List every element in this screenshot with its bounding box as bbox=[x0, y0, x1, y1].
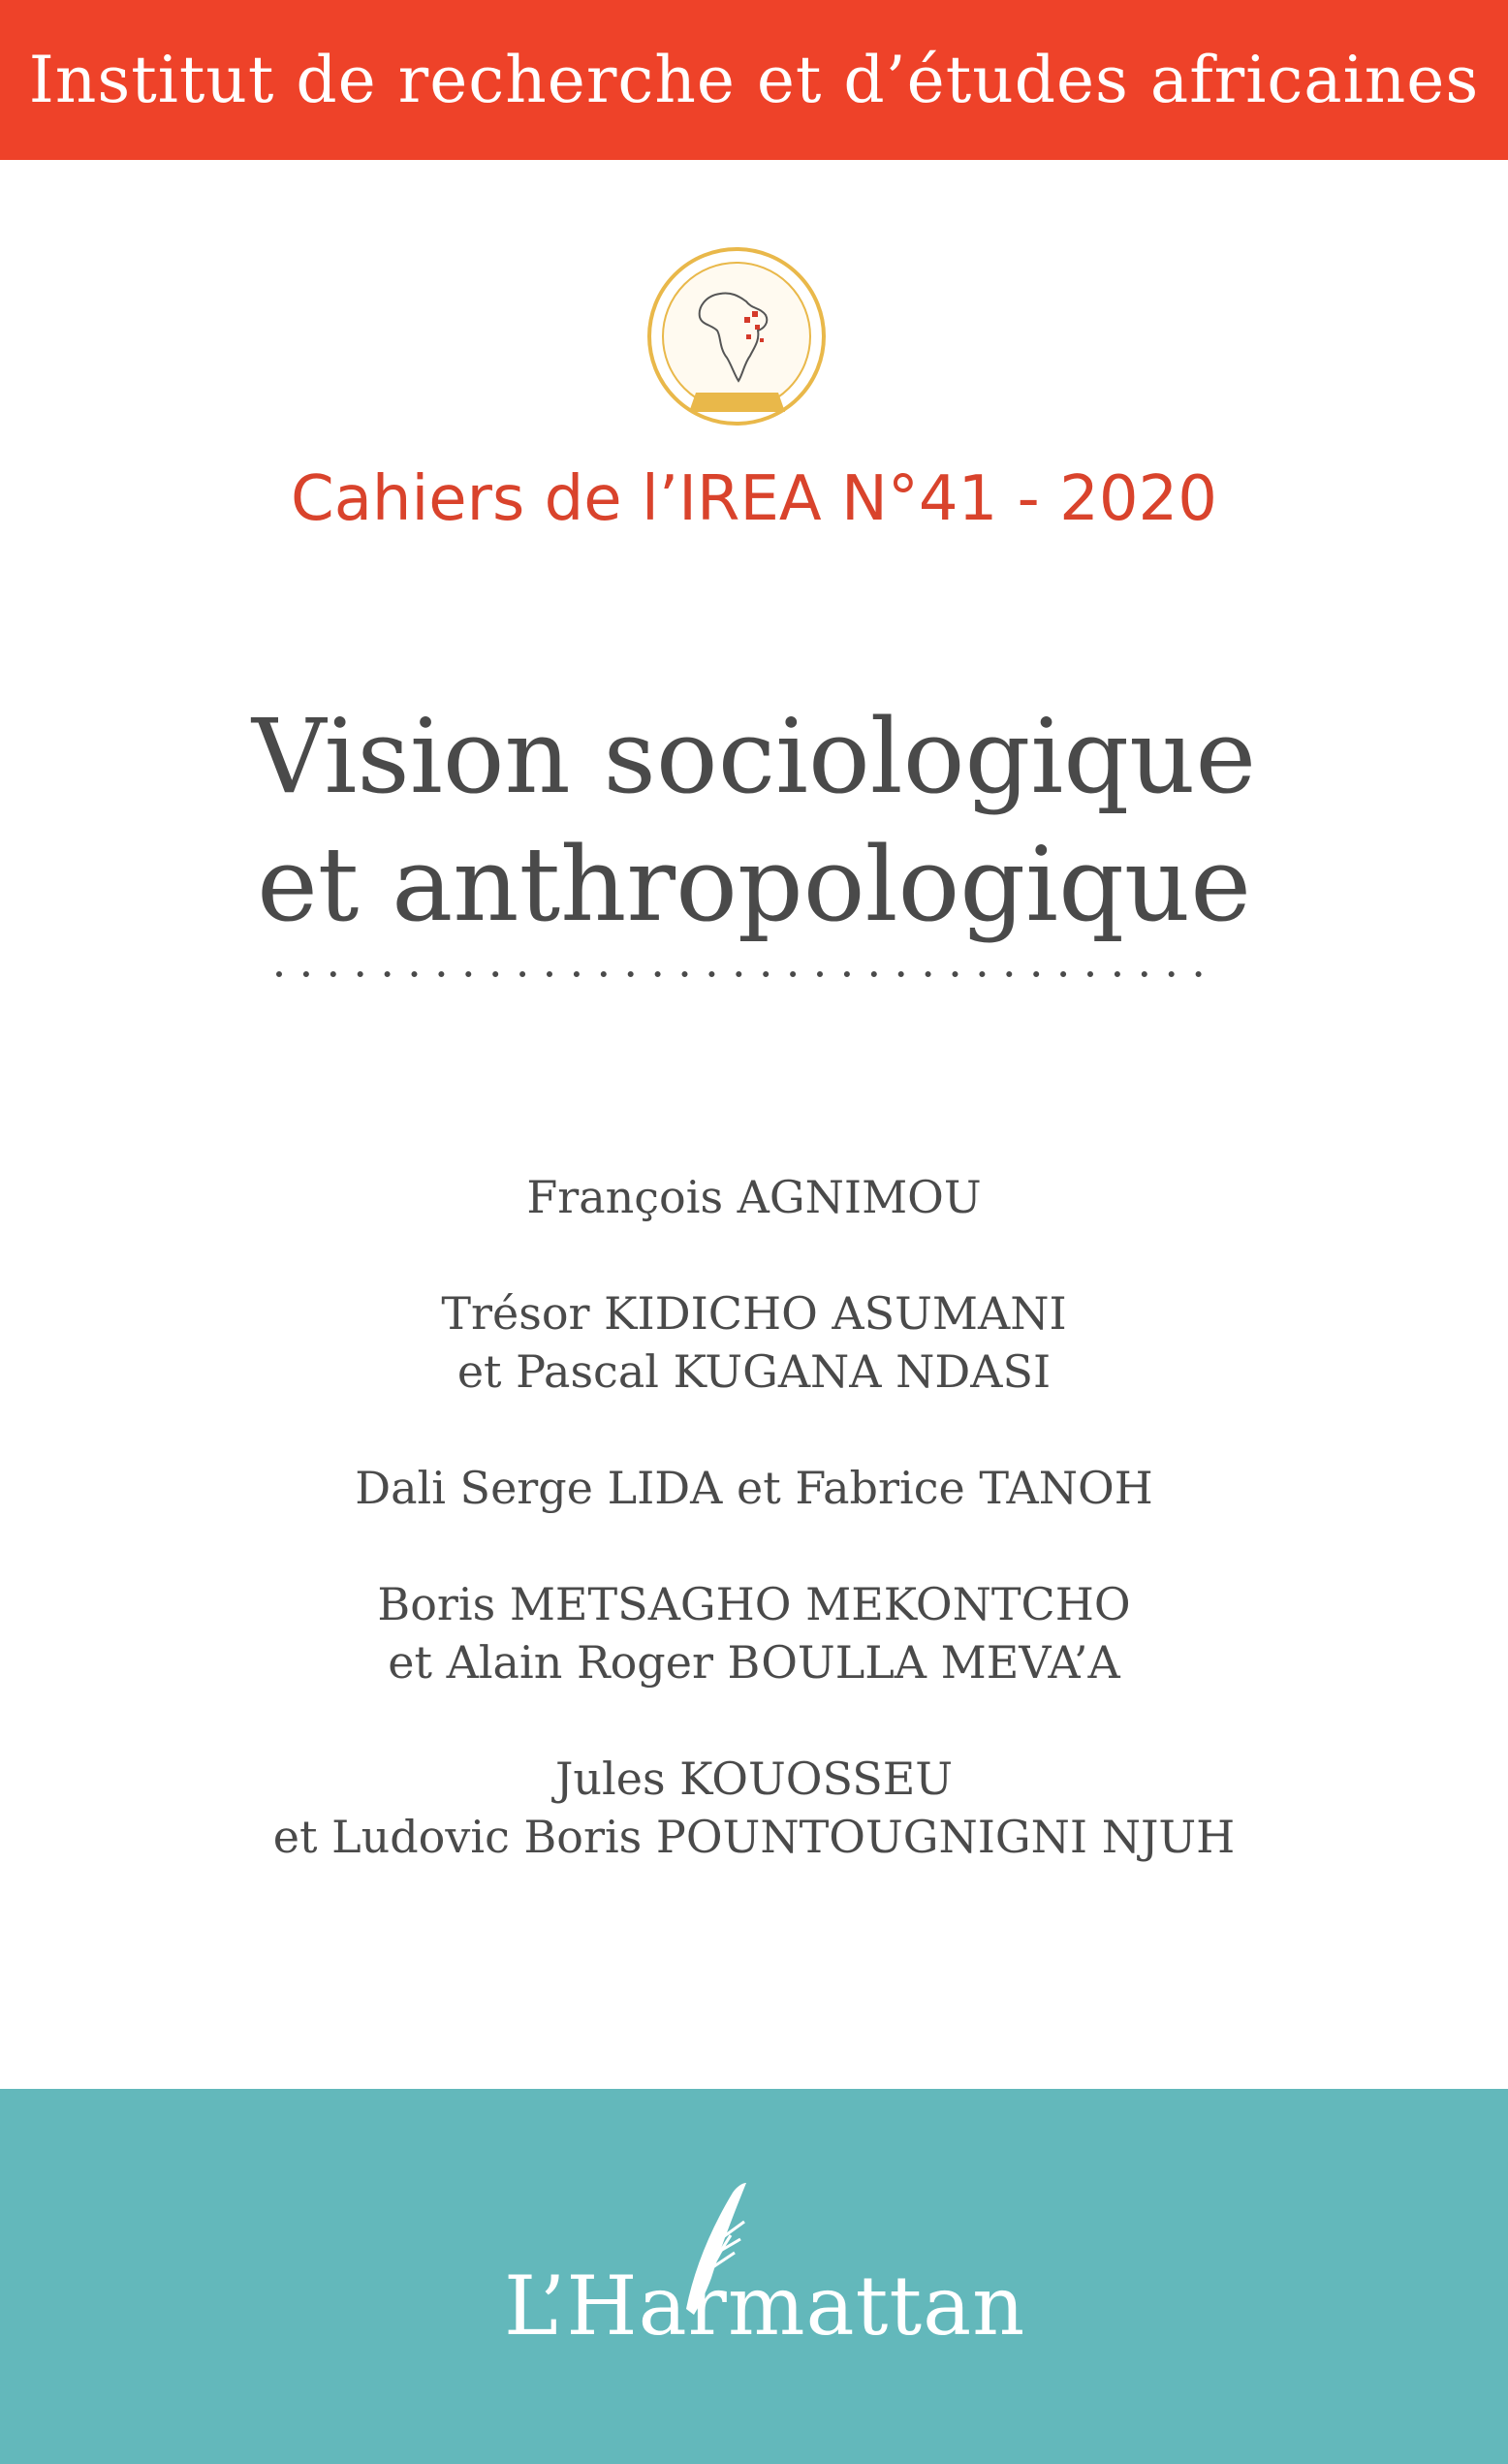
series-name: Institut de recherche et d’études africaines bbox=[28, 43, 1480, 117]
title-line-2: et anthropologique bbox=[257, 825, 1251, 944]
author-line: Boris METSAGHO MEKONTCHO bbox=[377, 1578, 1131, 1630]
author-line: François AGNIMOU bbox=[526, 1171, 982, 1223]
authors-list bbox=[0, 1168, 1508, 1924]
issue-line: Cahiers de l’IREA N°41 - 2020 bbox=[291, 463, 1217, 535]
author-line: et Ludovic Boris POUNTOUGNIGNI NJUH bbox=[272, 1811, 1236, 1863]
irea-seal-icon bbox=[638, 247, 836, 426]
publisher-name: L’Harmattan bbox=[504, 2259, 1026, 2353]
author-entry bbox=[0, 1459, 1508, 1517]
author-entry bbox=[0, 1575, 1508, 1691]
author-entry bbox=[0, 1168, 1508, 1226]
author-line: Jules KOUOSSEU bbox=[554, 1753, 954, 1805]
author-line: Dali Serge LIDA et Fabrice TANOH bbox=[355, 1462, 1153, 1514]
series-header-band bbox=[0, 0, 1508, 160]
irea-logo bbox=[638, 247, 836, 426]
book-title bbox=[0, 693, 1508, 949]
author-line: et Pascal KUGANA NDASI bbox=[456, 1345, 1052, 1398]
dotted-divider bbox=[273, 964, 1206, 984]
author-entry bbox=[0, 1750, 1508, 1866]
author-entry bbox=[0, 1284, 1508, 1401]
publisher-logo bbox=[504, 2164, 1026, 2357]
author-line: Trésor KIDICHO ASUMANI bbox=[441, 1287, 1067, 1340]
author-line: et Alain Roger BOULLA MEVA’A bbox=[388, 1636, 1120, 1689]
title-line-1: Vision sociologique bbox=[251, 697, 1257, 816]
